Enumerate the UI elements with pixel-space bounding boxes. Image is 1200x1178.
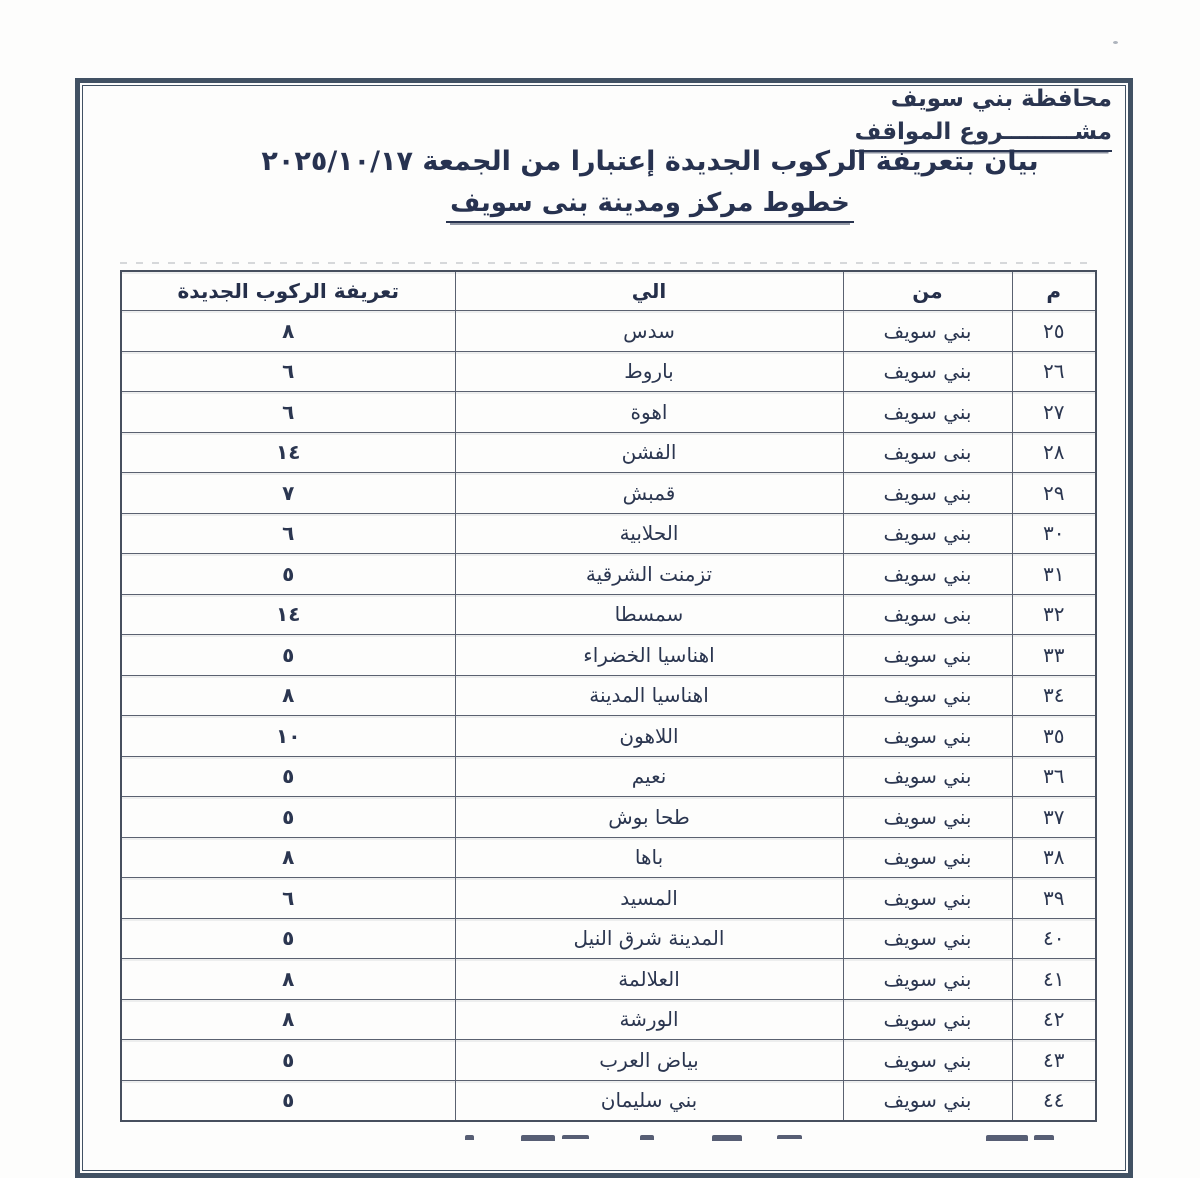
header-row-number: م: [1012, 271, 1096, 311]
cell-from: بني سويف: [843, 1080, 1012, 1121]
cell-row-number: ٤٠: [1012, 918, 1096, 959]
cell-fare: ١٤: [121, 594, 455, 635]
cell-row-number: ٣٢: [1012, 594, 1096, 635]
cell-from: بني سويف: [843, 473, 1012, 514]
scan-line-artifact: [120, 262, 1095, 264]
table-row: [121, 999, 1096, 1040]
header-new-fare: تعريفة الركوب الجديدة: [121, 271, 455, 311]
cell-destination: باروط: [455, 351, 843, 392]
cell-row-number: ٣٧: [1012, 797, 1096, 838]
cell-fare: ٨: [121, 837, 455, 878]
document-title-block: [130, 146, 1170, 223]
cell-destination: الفشن: [455, 432, 843, 473]
cell-row-number: ٤٢: [1012, 999, 1096, 1040]
cell-from: بني سويف: [843, 716, 1012, 757]
cell-from: بنى سويف: [843, 594, 1012, 635]
cell-fare: ٦: [121, 351, 455, 392]
cell-fare: ١٤: [121, 432, 455, 473]
cell-row-number: ٢٩: [1012, 473, 1096, 514]
cell-fare: ٦: [121, 878, 455, 919]
header-to: الي: [455, 271, 843, 311]
cell-fare: ٦: [121, 513, 455, 554]
cell-row-number: ٤١: [1012, 959, 1096, 1000]
cell-destination: تزمنت الشرقية: [455, 554, 843, 595]
cell-fare: ٥: [121, 1080, 455, 1121]
cell-destination: قمبش: [455, 473, 843, 514]
cell-row-number: ٣٦: [1012, 756, 1096, 797]
cell-destination: سدس: [455, 311, 843, 352]
table-row: [121, 1080, 1096, 1121]
cell-fare: ٥: [121, 797, 455, 838]
cell-destination: بياض العرب: [455, 1040, 843, 1081]
cell-from: بني سويف: [843, 1040, 1012, 1081]
cell-fare: ٥: [121, 635, 455, 676]
cell-from: بني سويف: [843, 797, 1012, 838]
table-row: [121, 878, 1096, 919]
table-row: [121, 554, 1096, 595]
table-row: [121, 1040, 1096, 1081]
cell-destination: طحا بوش: [455, 797, 843, 838]
cell-destination: بني سليمان: [455, 1080, 843, 1121]
cell-destination: اهوة: [455, 392, 843, 433]
cell-row-number: ٣٤: [1012, 675, 1096, 716]
table-row: [121, 675, 1096, 716]
cell-fare: ٧: [121, 473, 455, 514]
cell-from: بني سويف: [843, 392, 1012, 433]
cell-destination: الحلابية: [455, 513, 843, 554]
cell-destination: باها: [455, 837, 843, 878]
cell-row-number: ٣٠: [1012, 513, 1096, 554]
cell-row-number: ٣٥: [1012, 716, 1096, 757]
table-row: [121, 392, 1096, 433]
document-subtitle: خطوط مركز ومدينة بنى سويف: [446, 188, 854, 223]
table-row: [121, 837, 1096, 878]
cell-row-number: ٢٥: [1012, 311, 1096, 352]
cell-fare: ١٠: [121, 716, 455, 757]
cell-destination: سمسطا: [455, 594, 843, 635]
cell-row-number: ٣٨: [1012, 837, 1096, 878]
cell-destination: المسيد: [455, 878, 843, 919]
table-row: [121, 959, 1096, 1000]
cell-from: بني سويف: [843, 635, 1012, 676]
table-row: [121, 756, 1096, 797]
cell-from: بني سويف: [843, 756, 1012, 797]
cell-from: بني سويف: [843, 999, 1012, 1040]
cell-row-number: ٢٨: [1012, 432, 1096, 473]
header-from: من: [843, 271, 1012, 311]
cell-fare: ٥: [121, 1040, 455, 1081]
cell-from: بني سويف: [843, 959, 1012, 1000]
cell-row-number: ٢٦: [1012, 351, 1096, 392]
scan-speck-artifact: [1113, 41, 1118, 44]
cell-fare: ٨: [121, 999, 455, 1040]
governorate-header: [772, 84, 1112, 152]
table-row: [121, 473, 1096, 514]
cell-from: بني سويف: [843, 918, 1012, 959]
header-row: [121, 271, 1096, 311]
table-row: [121, 594, 1096, 635]
project-name: مشـــــــــروع المواقف: [855, 117, 1112, 152]
cell-destination: نعيم: [455, 756, 843, 797]
table-row: [121, 716, 1096, 757]
document-title: بيان بتعريفة الركوب الجديدة إعتبارا من الجمعة ٢٠٢٥/١٠/١٧: [261, 146, 1039, 177]
fare-table-body: [121, 311, 1096, 1122]
cell-from: بني سويف: [843, 513, 1012, 554]
cell-fare: ٨: [121, 311, 455, 352]
cell-fare: ٥: [121, 554, 455, 595]
cell-from: بني سويف: [843, 554, 1012, 595]
cell-from: بني سويف: [843, 311, 1012, 352]
cell-row-number: ٣١: [1012, 554, 1096, 595]
cell-fare: ٥: [121, 756, 455, 797]
table-row: [121, 513, 1096, 554]
table-row: [121, 311, 1096, 352]
fare-table: [120, 270, 1097, 1122]
cell-from: بني سويف: [843, 675, 1012, 716]
governorate-name: محافظة بني سويف: [890, 86, 1112, 112]
cell-destination: اهناسيا المدينة: [455, 675, 843, 716]
cell-destination: العلالمة: [455, 959, 843, 1000]
cell-from: بنى سويف: [843, 432, 1012, 473]
cell-row-number: ٣٩: [1012, 878, 1096, 919]
cell-from: بني سويف: [843, 351, 1012, 392]
cell-row-number: ٤٤: [1012, 1080, 1096, 1121]
cell-fare: ٦: [121, 392, 455, 433]
cell-destination: الورشة: [455, 999, 843, 1040]
cell-destination: اللاهون: [455, 716, 843, 757]
cell-from: بني سويف: [843, 878, 1012, 919]
cell-from: بني سويف: [843, 837, 1012, 878]
table-row: [121, 432, 1096, 473]
cell-row-number: ٤٣: [1012, 1040, 1096, 1081]
cell-fare: ٨: [121, 675, 455, 716]
cell-row-number: ٢٧: [1012, 392, 1096, 433]
table-row: [121, 635, 1096, 676]
table-row: [121, 918, 1096, 959]
fare-table-header: [121, 271, 1096, 311]
cell-destination: المدينة شرق النيل: [455, 918, 843, 959]
cut-off-text-remnant: [0, 1134, 1200, 1141]
cell-row-number: ٣٣: [1012, 635, 1096, 676]
table-row: [121, 351, 1096, 392]
cell-fare: ٨: [121, 959, 455, 1000]
cell-fare: ٥: [121, 918, 455, 959]
cell-destination: اهناسيا الخضراء: [455, 635, 843, 676]
table-row: [121, 797, 1096, 838]
